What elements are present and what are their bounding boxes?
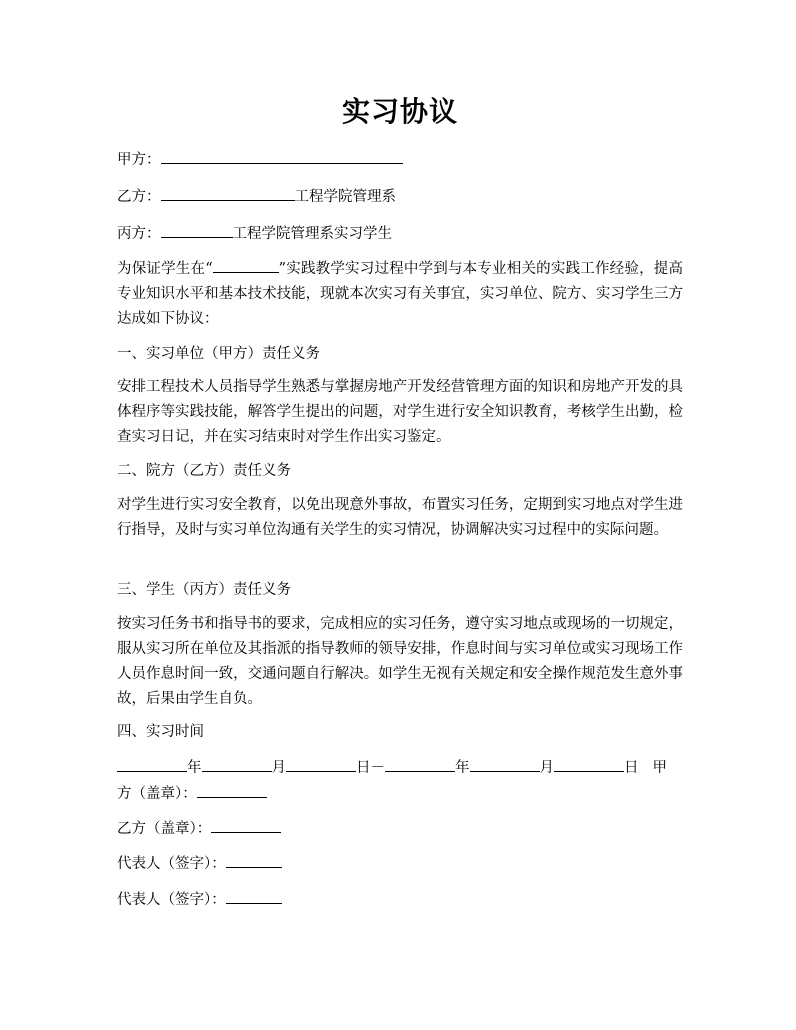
start-day-label: 日－ xyxy=(356,760,385,776)
end-year-blank[interactable] xyxy=(385,757,455,772)
intro-part1: 为保证学生在“ xyxy=(117,261,213,277)
representative-1-blank[interactable] xyxy=(226,853,282,868)
representative-1-label: 代表人（签字）： xyxy=(117,856,226,872)
party-a-blank[interactable] xyxy=(161,149,403,164)
party-c-label: 丙方： xyxy=(117,226,161,242)
representative-1-line xyxy=(117,853,683,875)
representative-2-blank[interactable] xyxy=(226,889,282,904)
party-a-label: 甲方： xyxy=(117,152,161,168)
party-b-suffix: 工程学院管理系 xyxy=(294,189,396,205)
intro-paragraph xyxy=(117,257,683,332)
end-month-label: 月 xyxy=(539,760,554,776)
start-year-blank[interactable] xyxy=(117,757,187,772)
start-month-label: 月 xyxy=(271,760,286,776)
party-c-line xyxy=(117,223,683,245)
intro-blank[interactable] xyxy=(213,258,279,273)
start-day-blank[interactable] xyxy=(286,757,356,772)
party-b-line xyxy=(117,186,683,208)
section1-body: 安排工程技术人员指导学生熟悉与掌握房地产开发经营管理方面的知识和房地产开发的具体程序等实践技能，解答学生提出的问题，对学生进行安全知识教育，考核学生出勤，检查实习日记，并在实习结束时对学生作出实习鉴定。 xyxy=(117,379,683,445)
end-day-blank[interactable] xyxy=(554,757,624,772)
party-a-line xyxy=(117,149,683,171)
party-b-seal-label: 乙方（盖章）： xyxy=(117,821,212,837)
end-year-label: 年 xyxy=(455,760,470,776)
representative-2-label: 代表人（签字）： xyxy=(117,892,226,908)
end-month-blank[interactable] xyxy=(470,757,540,772)
party-a-seal-part1: 甲 xyxy=(652,760,667,776)
party-a-seal-blank[interactable] xyxy=(197,783,267,798)
section2-heading: 二、院方（乙方）责任义务 xyxy=(117,463,291,479)
section2-body: 对学生进行实习安全教育，以免出现意外事故，布置实习任务，定期到实习地点对学生进行指导，及时与实习单位沟通有关学生的实习情况，协调解决实习过程中的实际问题。 xyxy=(117,497,683,538)
section3-heading: 三、学生（丙方）责任义务 xyxy=(117,582,291,598)
section4-heading: 四、实习时间 xyxy=(117,724,204,740)
party-b-seal-line xyxy=(117,818,683,840)
party-a-seal-label: 方（盖章）： xyxy=(117,786,197,802)
party-c-suffix: 工程学院管理系实习学生 xyxy=(232,226,392,242)
intro-part2: ”实践教学实习过程中学到与本专业相关的实践工作经验，提高专业知识水平和基本技术技能，现就本次实习有关事宜，实习单位、院方、实习学生三方达成如下协议： xyxy=(117,261,683,327)
start-month-blank[interactable] xyxy=(202,757,272,772)
party-c-blank[interactable] xyxy=(161,223,233,238)
date-range-line xyxy=(117,757,683,779)
section1-heading: 一、实习单位（甲方）责任义务 xyxy=(117,346,320,362)
section3-body: 按实习任务书和指导书的要求，完成相应的实习任务，遵守实习地点或现场的一切规定，服从实习所在单位及其指派的指导教师的领导安排，作息时间与实习单位或实习现场工作人员作息时间一致，交通问题自行解决。如学生无视有关规定和安全操作规范发生意外事故，后果由学生自负。 xyxy=(117,616,683,707)
start-year-label: 年 xyxy=(187,760,202,776)
representative-2-line xyxy=(117,889,683,911)
end-day-label: 日 xyxy=(624,760,639,776)
party-b-label: 乙方： xyxy=(117,189,161,205)
party-b-seal-blank[interactable] xyxy=(211,818,281,833)
page-title: 实习协议 xyxy=(341,95,458,128)
party-b-blank[interactable] xyxy=(161,186,295,201)
party-a-seal-line xyxy=(117,783,683,805)
